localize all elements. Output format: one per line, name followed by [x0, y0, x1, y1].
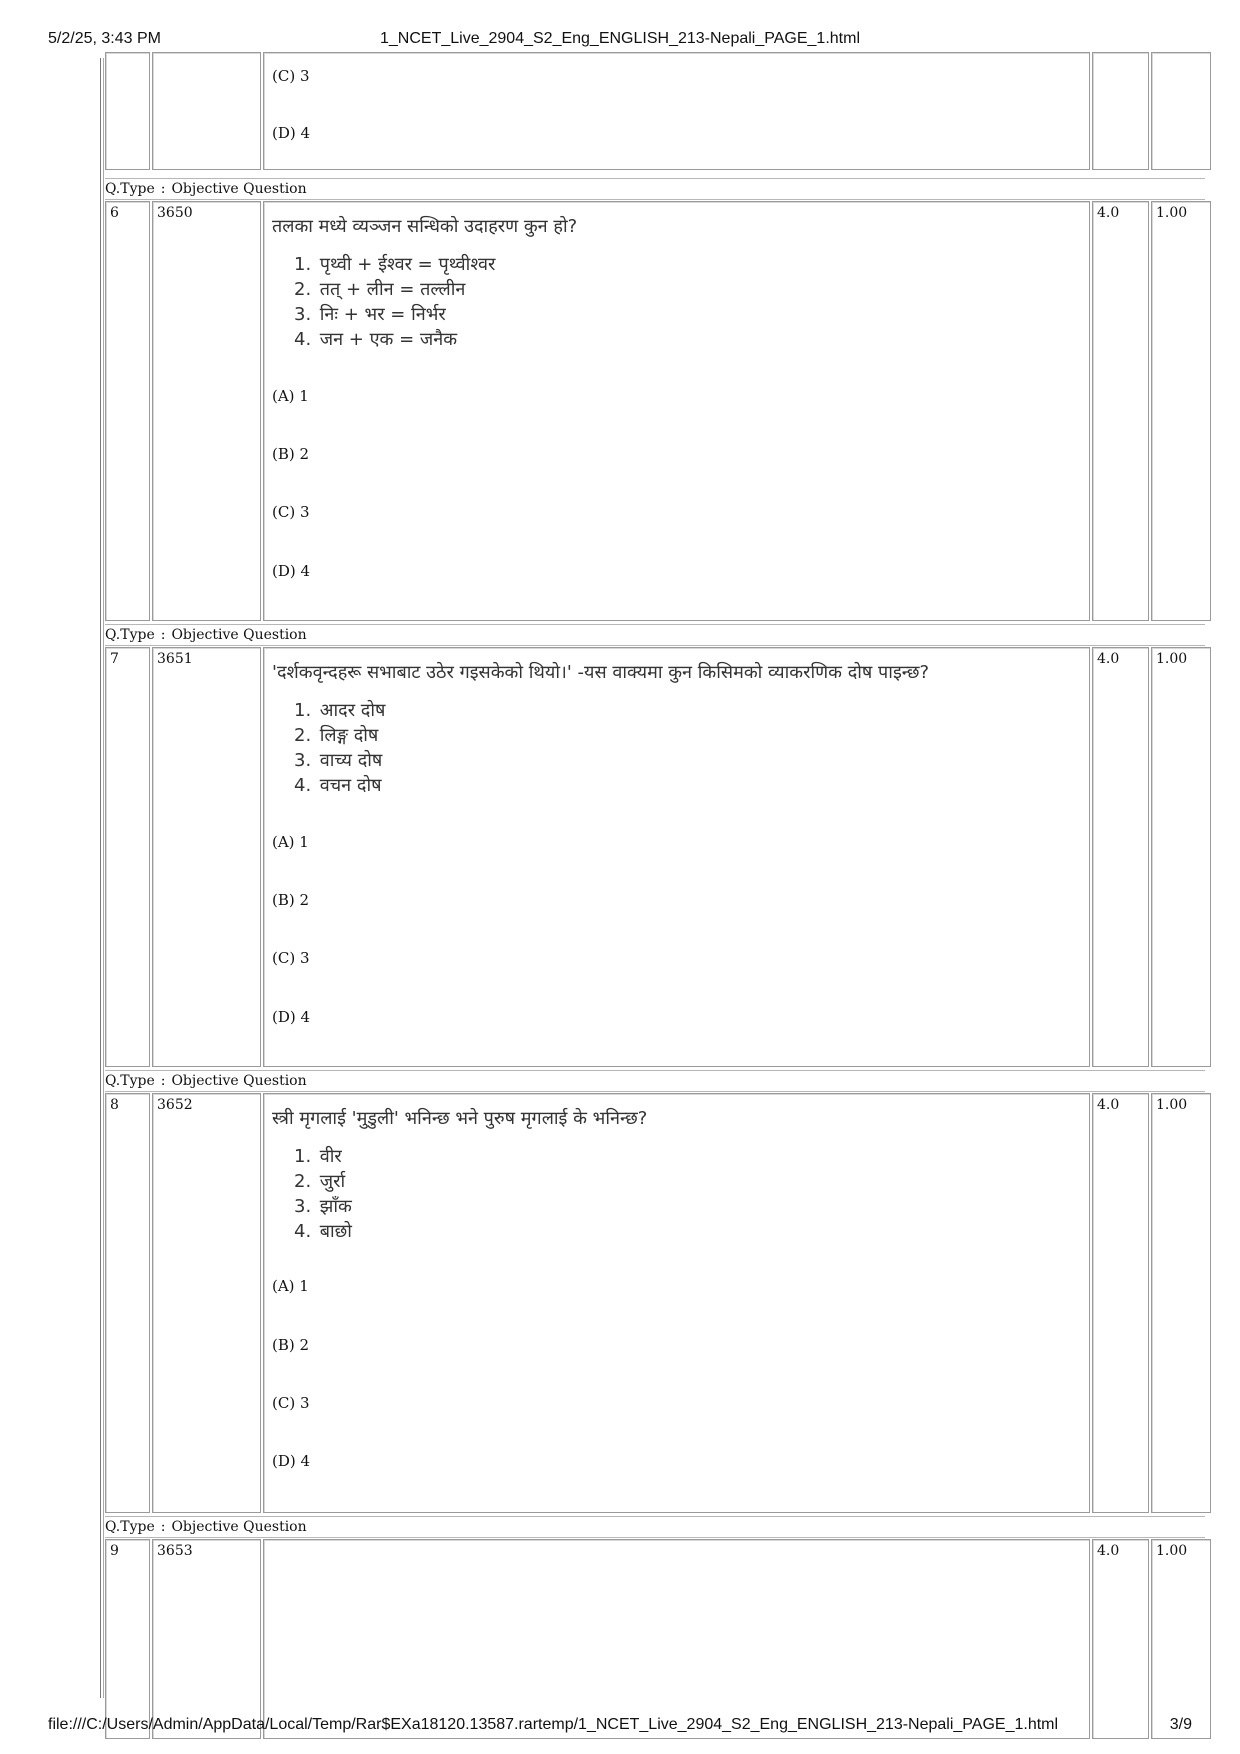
option-item: 3. निः + भर = निर्भर [294, 304, 446, 325]
question-id: 3650 [152, 201, 261, 621]
question-id-cell [152, 52, 261, 170]
option-list [294, 252, 1081, 352]
choice-d: (D) 4 [272, 1008, 311, 1026]
question-body [263, 1539, 1090, 1739]
outer-table-border [100, 58, 101, 1698]
option-item: 1. आदर दोष [294, 700, 386, 721]
question-body [263, 1093, 1090, 1513]
question-number: 6 [105, 201, 150, 621]
question-number: 7 [105, 647, 150, 1067]
choice-a: (A) 1 [272, 1277, 309, 1295]
option-item: 2. जुर्रा [294, 1171, 346, 1192]
question-stem: तलका मध्ये व्यञ्जन सन्धिको उदाहरण कुन हो? [272, 216, 578, 237]
question-row-partial [105, 52, 1205, 170]
choice-c: (C) 3 [272, 503, 310, 521]
question-row [105, 647, 1205, 1067]
option-item: 4. वचन दोष [294, 775, 382, 796]
option-item: 1. पृथ्वी + ईश्वर = पृथ्वीश्वर [294, 254, 496, 275]
option-list [294, 1144, 1081, 1244]
option-item: 3. झाँक [294, 1196, 352, 1217]
negative-marks-cell [1151, 52, 1211, 170]
question-paper [100, 58, 1188, 1698]
marks: 4.0 [1092, 201, 1149, 621]
print-file-path: file:///C:/Users/Admin/AppData/Local/Temp/Rar$EXa18120.13587.rartemp/1_NCET_Live_2904_S2_Eng_ENGLISH_213-Nepali_PAGE_1.html [48, 1716, 1059, 1733]
option-item: 2. तत् + लीन = तल्लीन [294, 279, 466, 300]
question-type-label: Q.Type : Objective Question [105, 1070, 1205, 1092]
choice-a: (A) 1 [272, 387, 309, 405]
negative-marks: 1.00 [1151, 201, 1211, 621]
choice-c: (C) 3 [272, 67, 310, 85]
marks: 4.0 [1092, 647, 1149, 1067]
question-id: 3651 [152, 647, 261, 1067]
print-page-title: 1_NCET_Live_2904_S2_Eng_ENGLISH_213-Nepali_PAGE_1.html [380, 30, 860, 47]
marks-cell [1092, 52, 1149, 170]
question-number: 8 [105, 1093, 150, 1513]
question-body-cell [263, 52, 1090, 170]
choice-d: (D) 4 [272, 562, 311, 580]
question-row [105, 1539, 1205, 1739]
question-number-cell [105, 52, 150, 170]
question-id: 3653 [152, 1539, 261, 1739]
question-type-label: Q.Type : Objective Question [105, 178, 1205, 200]
choice-b: (B) 2 [272, 891, 310, 909]
question-row [105, 1093, 1205, 1513]
choice-d: (D) 4 [272, 1452, 311, 1470]
negative-marks: 1.00 [1151, 1539, 1211, 1739]
print-datetime: 5/2/25, 3:43 PM [48, 30, 161, 47]
choice-c: (C) 3 [272, 949, 310, 967]
option-item: 3. वाच्य दोष [294, 750, 383, 771]
choice-a: (A) 1 [272, 833, 309, 851]
question-type-label: Q.Type : Objective Question [105, 624, 1205, 646]
option-item: 1. वीर [294, 1146, 342, 1167]
question-row [105, 201, 1205, 621]
choice-b: (B) 2 [272, 1336, 310, 1354]
question-number: 9 [105, 1539, 150, 1739]
option-item: 4. जन + एक = जनैक [294, 329, 458, 350]
option-list [294, 698, 1081, 798]
question-stem: 'दर्शकवृन्दहरू सभाबाट उठेर गइसकेको थियो।' -यस वाक्यमा कुन किसिमको व्याकरणिक दोष पाइन्छ? [272, 662, 930, 683]
choice-d: (D) 4 [272, 124, 311, 142]
marks: 4.0 [1092, 1093, 1149, 1513]
question-type-label: Q.Type : Objective Question [105, 1516, 1205, 1538]
negative-marks: 1.00 [1151, 1093, 1211, 1513]
choice-b: (B) 2 [272, 445, 310, 463]
choice-c: (C) 3 [272, 1394, 310, 1412]
print-page-number: 3/9 [1169, 1716, 1192, 1733]
question-id: 3652 [152, 1093, 261, 1513]
option-item: 4. बाछो [294, 1221, 352, 1242]
marks: 4.0 [1092, 1539, 1149, 1739]
question-stem: स्त्री मृगलाई 'मुडुली' भनिन्छ भने पुरुष मृगलाई के भनिन्छ? [272, 1108, 648, 1129]
question-body [263, 647, 1090, 1067]
outer-table-border-inner [103, 58, 104, 1698]
negative-marks: 1.00 [1151, 647, 1211, 1067]
option-item: 2. लिङ्ग दोष [294, 725, 379, 746]
question-body [263, 201, 1090, 621]
